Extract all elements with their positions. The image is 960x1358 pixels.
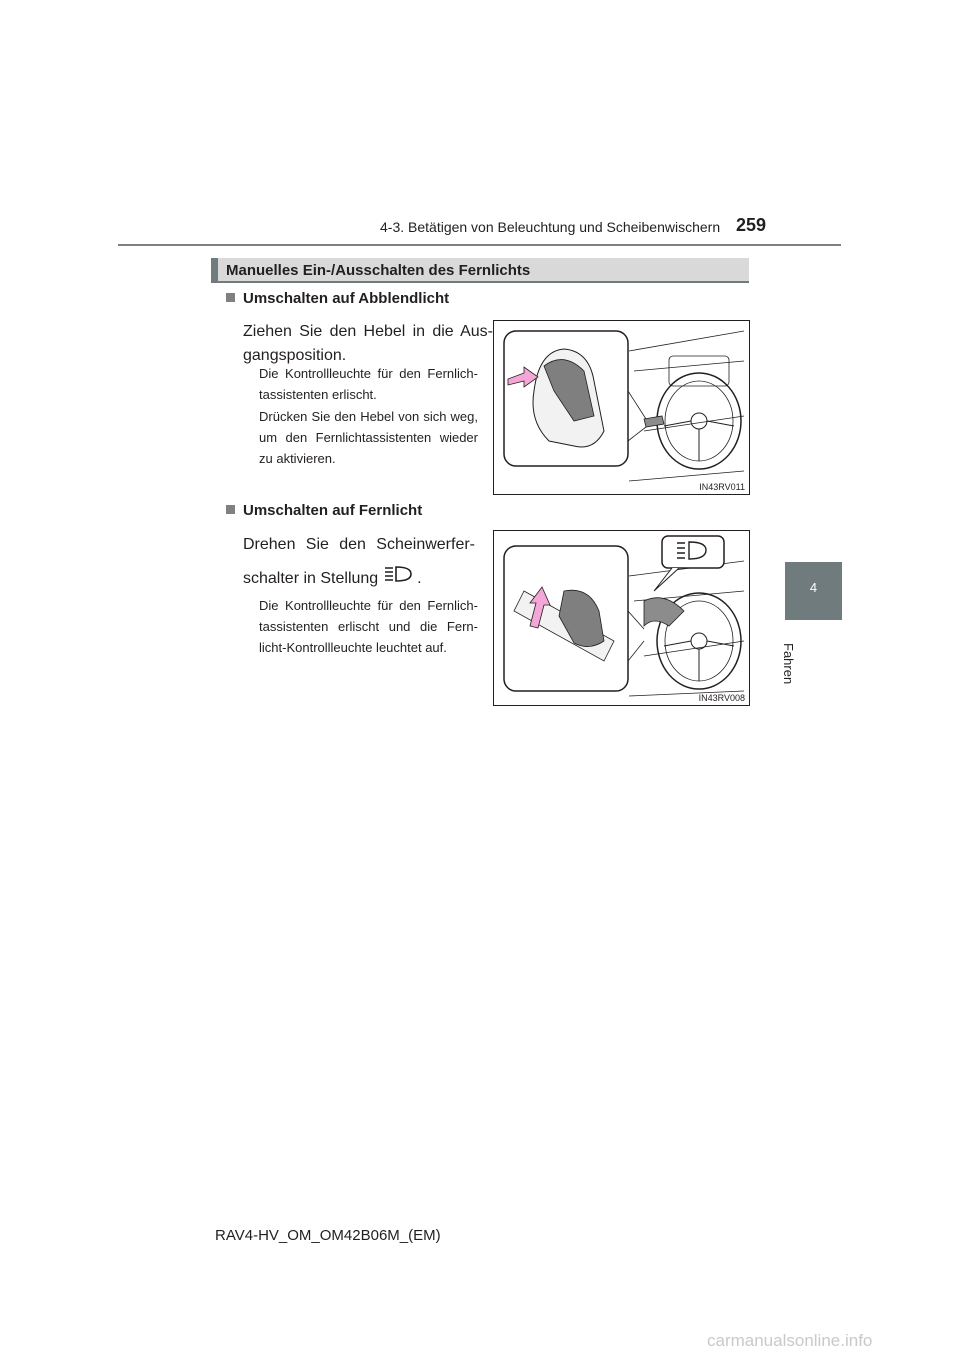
note-low-beam-2: Drücken Sie den Hebel von sich weg, um den Fernlichtassistenten wieder zu aktivieren. [259,409,478,466]
figure-code-1: IN43RV011 [699,482,745,492]
instruction-low-beam: Ziehen Sie den Hebel in die Aus-gangsposition. [243,323,493,364]
running-header: 4-3. Betätigen von Beleuchtung und Scheibenwischern [380,219,721,235]
watermark: carmanualsonline.info [707,1331,873,1350]
figure-high-beam [493,530,750,706]
figure-code-2: IN43RV008 [698,693,745,703]
note-high-beam: Die Kontrollleuchte für den Fernlich-tassistenten erlischt und die Fern-licht-Kontrollleuchte leuchtet auf. [259,598,478,655]
header-rule [118,244,841,246]
section-title: Manuelles Ein-/Ausschalten des Fernlichts [226,262,531,279]
figure-low-beam [493,320,750,495]
instruction-high-beam: Drehen Sie den Scheinwerfer-schalter in Stellung . [243,528,475,596]
document-code: RAV4-HV_OM_OM42B06M_(EM) [215,1227,441,1244]
note-low-beam-1: Die Kontrollleuchte für den Fernlich-tassistenten erlischt. [259,366,478,402]
high-beam-icon [383,562,413,596]
lever-pull-illustration [494,321,749,494]
bullet-square-icon [226,505,235,514]
chapter-label: Fahren [781,643,796,685]
page-number: 259 [736,215,767,235]
lever-push-illustration [494,531,749,705]
bullet-square-icon [226,293,235,302]
chapter-number: 4 [809,580,818,595]
subheading-high-beam: Umschalten auf Fernlicht [226,502,422,519]
subheading-low-beam: Umschalten auf Abblendlicht [226,290,449,307]
